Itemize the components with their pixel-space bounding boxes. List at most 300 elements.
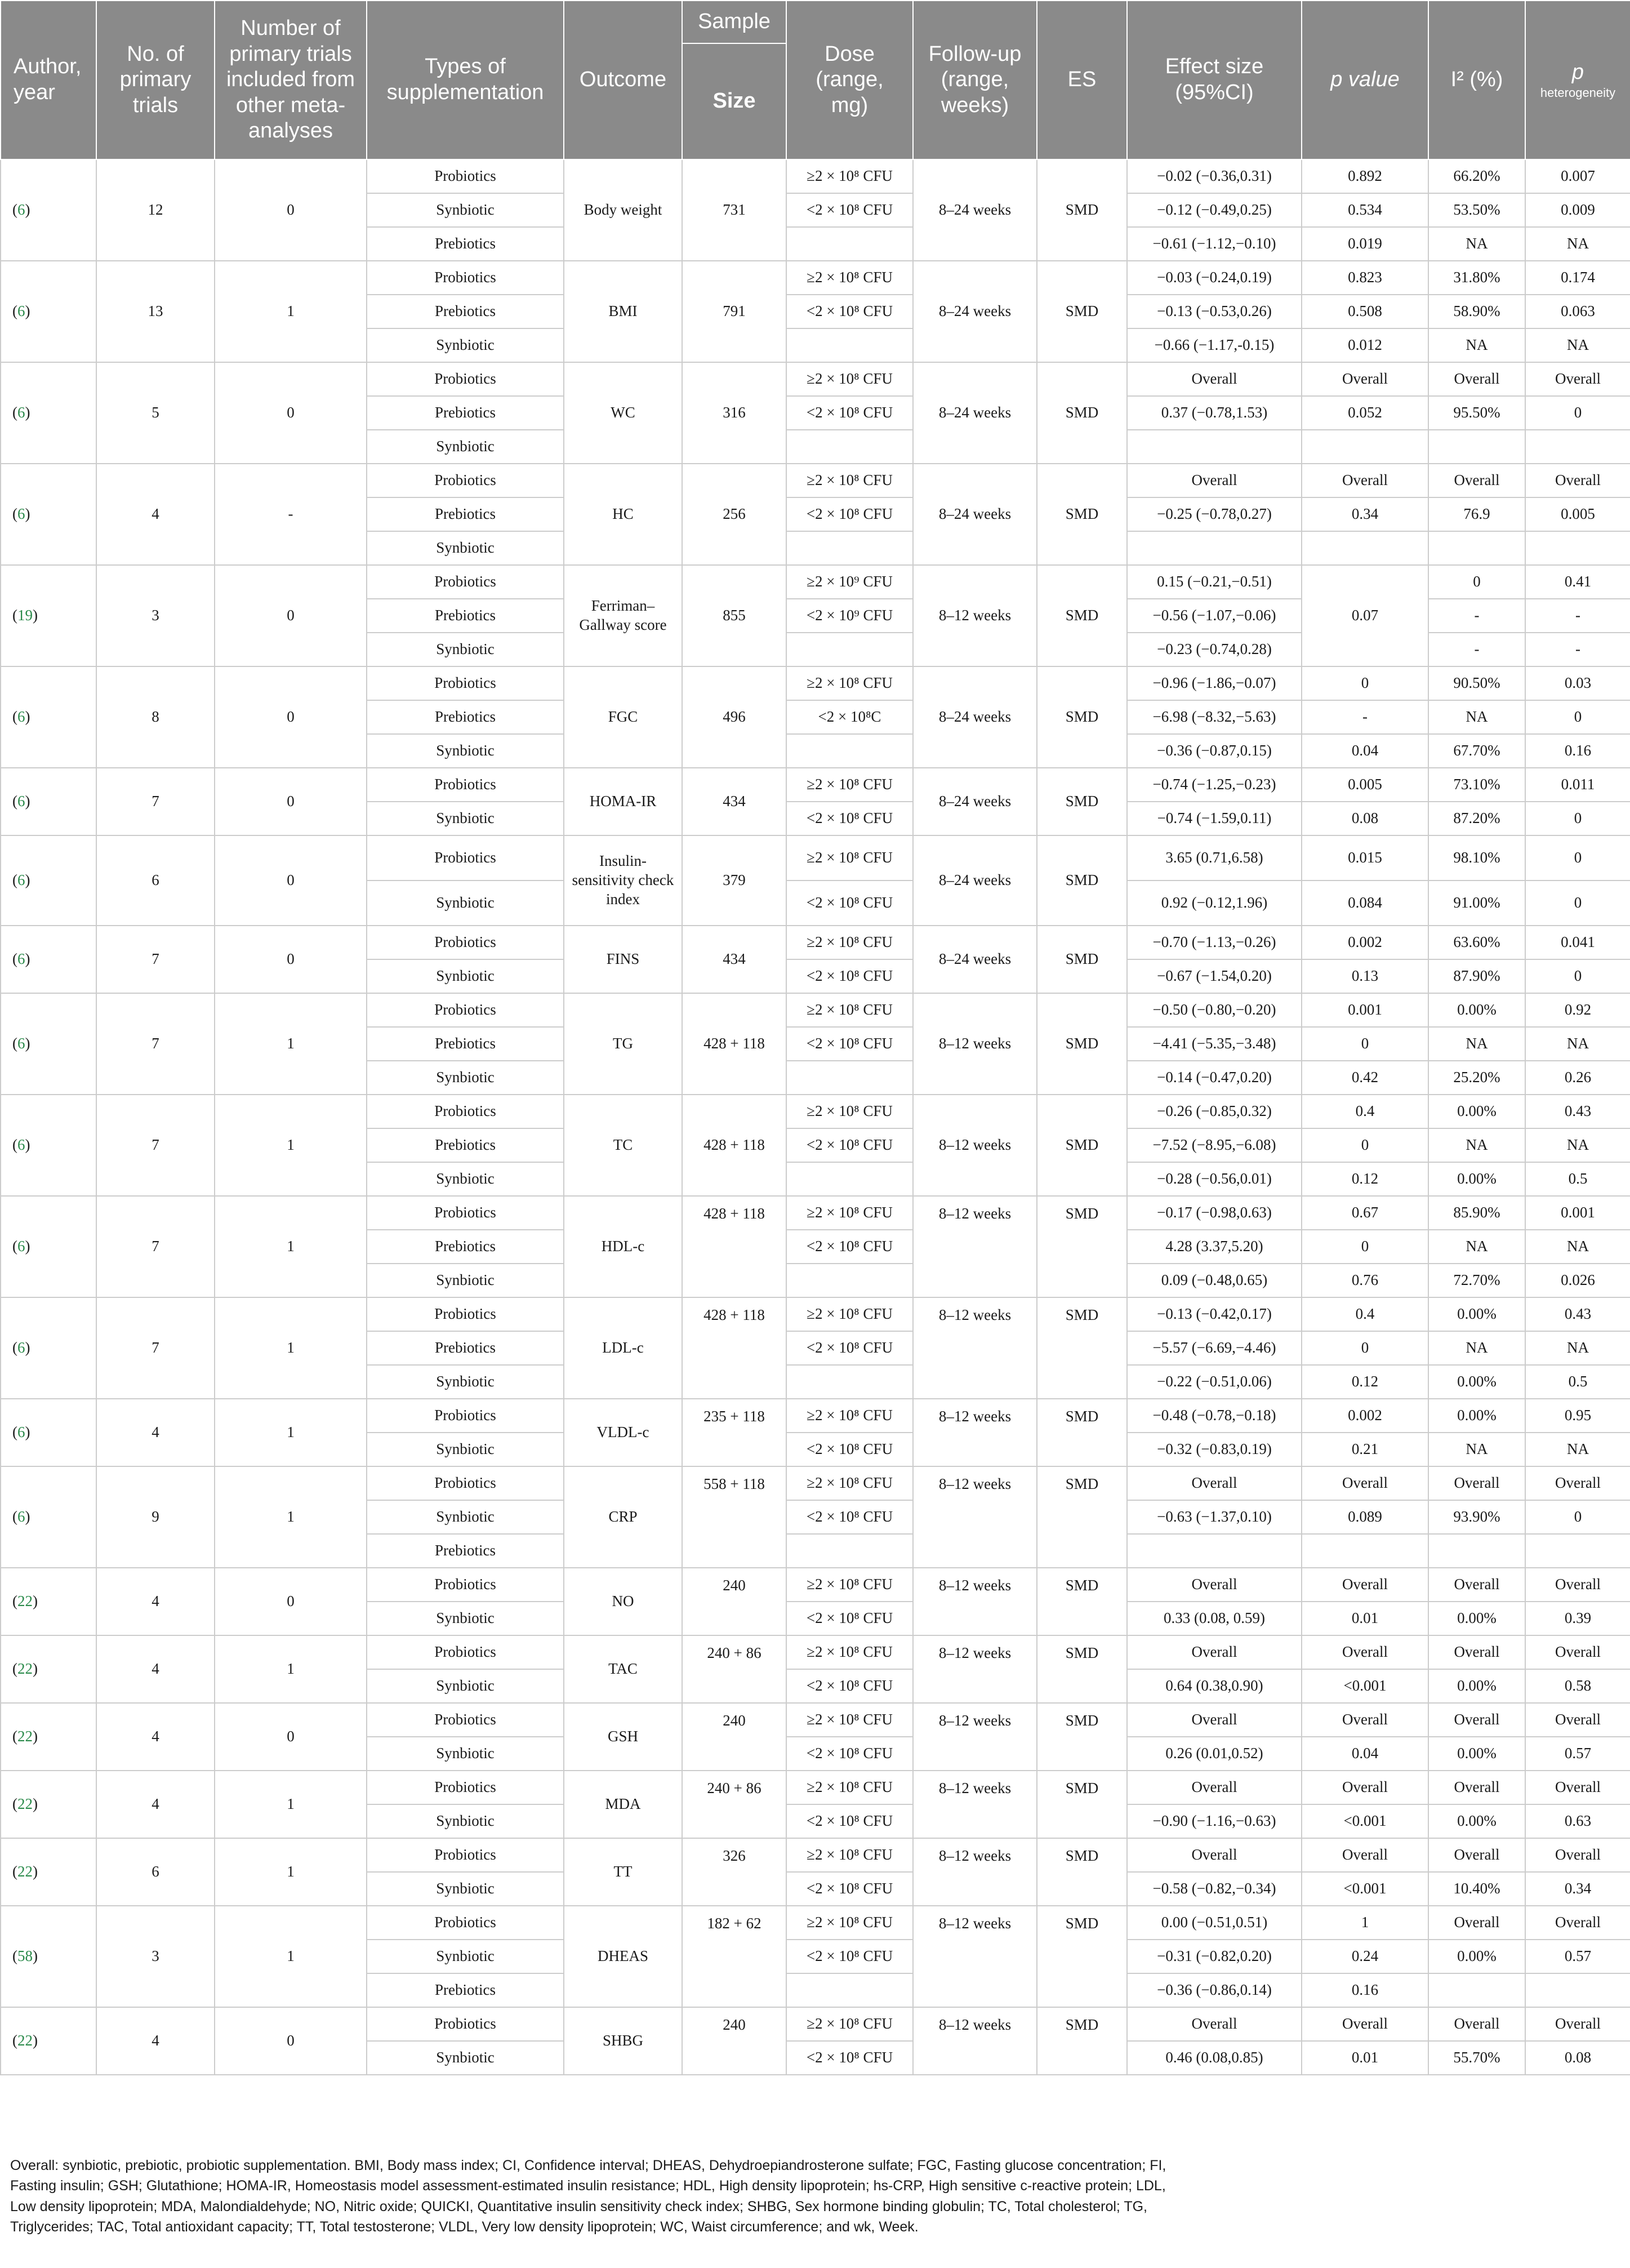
outcome-name: MDA [564,1771,682,1838]
p-value: 0.089 [1302,1500,1428,1534]
table-body [1,159,1630,2075]
i-squared: - [1428,599,1525,633]
reference-link[interactable]: 6 [17,1424,25,1441]
header-types: Types of supplementation [367,1,564,159]
author-ref: (22) [1,1703,96,1771]
dose-range: ≥2 × 10⁸ CFU [786,1466,913,1500]
p-heterogeneity: Overall [1525,1703,1630,1737]
p-heterogeneity: Overall [1525,1466,1630,1500]
p-value [1302,1534,1428,1568]
supplement-type: Synbiotic [367,1365,564,1399]
supplement-type: Probiotics [367,666,564,700]
table-row [1,1635,1630,1669]
dose-range [786,227,913,261]
dose-range: ≥2 × 10⁹ CFU [786,565,913,599]
effect-size-ci: −0.36 (−0.87,0.15) [1127,734,1302,768]
dose-range: ≥2 × 10⁸ CFU [786,1906,913,1940]
followup-range: 8–12 weeks [913,1297,1037,1399]
outcome-name: Insulin-sensitivity check index [564,835,682,926]
supplement-type: Prebiotics [367,599,564,633]
followup-range: 8–12 weeks [913,2007,1037,2075]
p-heterogeneity: NA [1525,328,1630,362]
table-row [1,159,1630,193]
reference-link[interactable]: 22 [17,1728,33,1745]
effect-size-ci: Overall [1127,1838,1302,1872]
supplement-type: Synbiotic [367,734,564,768]
supplement-type: Probiotics [367,2007,564,2041]
supplement-type: Synbiotic [367,1433,564,1466]
reference-link[interactable]: 6 [17,793,25,810]
p-heterogeneity: 0.026 [1525,1264,1630,1297]
supplement-type: Probiotics [367,261,564,295]
supplement-type: Synbiotic [367,880,564,926]
i-squared: 98.10% [1428,835,1525,880]
followup-range: 8–12 weeks [913,1196,1037,1297]
outcome-name: BMI [564,261,682,362]
p-value: 0 [1302,666,1428,700]
p-value: 0.34 [1302,497,1428,531]
p-heterogeneity: 0 [1525,835,1630,880]
effect-size-type: SMD [1037,1466,1127,1568]
author-ref: (6) [1,1466,96,1568]
reference-link[interactable]: 6 [17,303,25,320]
included-count: 1 [215,1838,367,1906]
author-ref: (22) [1,1838,96,1906]
table-row [1,926,1630,959]
trials-count: 4 [96,1635,215,1703]
outcome-name: GSH [564,1703,682,1771]
p-value: 0.4 [1302,1095,1428,1128]
dose-range: ≥2 × 10⁸ CFU [786,1297,913,1331]
sample-size: 256 [682,464,786,565]
reference-link[interactable]: 6 [17,201,25,219]
p-value [1302,531,1428,565]
i-squared: 0 [1428,565,1525,599]
effect-size-ci: −0.22 (−0.51,0.06) [1127,1365,1302,1399]
sample-size: 731 [682,159,786,261]
sample-size: 428 + 118 [682,993,786,1095]
footnote-line: Overall: synbiotic, prebiotic, probiotic supplementation. BMI, Body mass index; CI, Confidence interval; DHEAS, Dehydroepiandrosterone sulfate; FGC, Fasting glucose concentration; FI, [10,2158,1166,2173]
included-count: 1 [215,993,367,1095]
dose-range: ≥2 × 10⁸ CFU [786,1838,913,1872]
p-value: 0 [1302,1230,1428,1264]
p-heterogeneity: 0.16 [1525,734,1630,768]
dose-range [786,734,913,768]
trials-count: 5 [96,362,215,464]
effect-size-ci: −0.28 (−0.56,0.01) [1127,1162,1302,1196]
included-count: 0 [215,565,367,666]
reference-link[interactable]: 6 [17,871,25,889]
effect-size-ci: −0.61 (−1.12,−0.10) [1127,227,1302,261]
effect-size-type: SMD [1037,1703,1127,1771]
followup-range: 8–12 weeks [913,993,1037,1095]
author-ref: (6) [1,362,96,464]
p-heterogeneity: NA [1525,1230,1630,1264]
supplement-type: Synbiotic [367,802,564,835]
trials-count: 7 [96,1297,215,1399]
included-count: 0 [215,926,367,993]
header-size: Size [682,43,786,159]
dose-range [786,1162,913,1196]
p-heterogeneity: NA [1525,1331,1630,1365]
author-ref: (6) [1,159,96,261]
p-heterogeneity: 0.174 [1525,261,1630,295]
p-value: 0.508 [1302,295,1428,328]
p-value: 0.12 [1302,1162,1428,1196]
sample-size: 240 [682,1703,786,1771]
dose-range: <2 × 10⁸ CFU [786,193,913,227]
included-count: 1 [215,261,367,362]
i-squared: NA [1428,1331,1525,1365]
table-row [1,993,1630,1027]
supplement-type: Probiotics [367,1906,564,1940]
dose-range [786,633,913,666]
trials-count: 6 [96,1838,215,1906]
i-squared: NA [1428,1128,1525,1162]
author-ref: (6) [1,1399,96,1466]
i-squared: 93.90% [1428,1500,1525,1534]
p-value: 0.01 [1302,2041,1428,2075]
supplement-type: Prebiotics [367,295,564,328]
p-heterogeneity: 0.001 [1525,1196,1630,1230]
followup-range: 8–12 weeks [913,1838,1037,1906]
supplement-type: Prebiotics [367,1128,564,1162]
effect-size-ci: 0.37 (−0.78,1.53) [1127,396,1302,430]
outcome-name: TC [564,1095,682,1196]
p-heterogeneity: - [1525,633,1630,666]
effect-size-type: SMD [1037,159,1127,261]
dose-range: ≥2 × 10⁸ CFU [786,666,913,700]
dose-range [786,1061,913,1095]
reference-link[interactable]: 19 [17,607,33,624]
i-squared: Overall [1428,1771,1525,1804]
dose-range: ≥2 × 10⁸ CFU [786,464,913,497]
effect-size-ci: Overall [1127,1703,1302,1737]
dose-range: <2 × 10⁸ CFU [786,1331,913,1365]
p-value: 0.002 [1302,1399,1428,1433]
effect-size-ci: −0.26 (−0.85,0.32) [1127,1095,1302,1128]
p-heterogeneity: Overall [1525,2007,1630,2041]
p-heterogeneity: Overall [1525,1568,1630,1602]
trials-count: 7 [96,993,215,1095]
effect-size-type: SMD [1037,1906,1127,2007]
effect-size-ci: −0.12 (−0.49,0.25) [1127,193,1302,227]
table-footnote [10,2155,1610,2237]
dose-range: <2 × 10⁸ CFU [786,959,913,993]
p-heterogeneity: 0.57 [1525,1940,1630,1973]
supplement-type: Prebiotics [367,497,564,531]
p-heterogeneity: Overall [1525,464,1630,497]
effect-size-type: SMD [1037,1095,1127,1196]
effect-size-ci: −0.56 (−1.07,−0.06) [1127,599,1302,633]
supplement-type: Synbiotic [367,1669,564,1703]
supplement-type: Prebiotics [367,1534,564,1568]
supplement-type: Probiotics [367,464,564,497]
i-squared: 58.90% [1428,295,1525,328]
effect-size-type: SMD [1037,1838,1127,1906]
author-ref: (6) [1,1196,96,1297]
supplement-type: Probiotics [367,1095,564,1128]
table-row [1,362,1630,396]
reference-link[interactable]: 22 [17,1660,33,1678]
sample-size: 240 + 86 [682,1771,786,1838]
p-value: 1 [1302,1906,1428,1940]
sample-size: 316 [682,362,786,464]
included-count: 0 [215,2007,367,2075]
included-count: 1 [215,1771,367,1838]
supplement-type: Probiotics [367,1703,564,1737]
reference-link[interactable]: 6 [17,1035,25,1052]
included-count: 1 [215,1399,367,1466]
p-heterogeneity: 0.92 [1525,993,1630,1027]
p-heterogeneity [1525,430,1630,464]
reference-link[interactable]: 6 [17,505,25,523]
outcome-name: Ferriman– Gallway score [564,565,682,666]
supplement-type: Probiotics [367,362,564,396]
reference-link[interactable]: 6 [17,708,25,726]
author-ref: (22) [1,1771,96,1838]
effect-size-ci: 0.33 (0.08, 0.59) [1127,1602,1302,1635]
dose-range: ≥2 × 10⁸ CFU [786,835,913,880]
i-squared: 73.10% [1428,768,1525,802]
i-squared: NA [1428,328,1525,362]
p-value: 0.002 [1302,926,1428,959]
outcome-name: FINS [564,926,682,993]
i-squared: 25.20% [1428,1061,1525,1095]
table-row [1,768,1630,802]
sample-size: 434 [682,926,786,993]
supplement-type: Synbiotic [367,1061,564,1095]
effect-size-type: SMD [1037,464,1127,565]
included-count: - [215,464,367,565]
sample-size: 326 [682,1838,786,1906]
supplement-type: Prebiotics [367,1027,564,1061]
i-squared: 55.70% [1428,2041,1525,2075]
reference-link[interactable]: 22 [17,1863,33,1880]
effect-size-ci: −0.17 (−0.98,0.63) [1127,1196,1302,1230]
effect-size-type: SMD [1037,1196,1127,1297]
reference-link[interactable]: 22 [17,1795,33,1813]
table-row [1,565,1630,599]
author-ref: (6) [1,835,96,926]
supplement-type: Synbiotic [367,1500,564,1534]
i-squared: NA [1428,1027,1525,1061]
p-value: 0.01 [1302,1602,1428,1635]
supplement-type: Prebiotics [367,396,564,430]
trials-count: 12 [96,159,215,261]
sample-size: 379 [682,835,786,926]
author-ref: (22) [1,2007,96,2075]
p-value: 0.005 [1302,768,1428,802]
header-followup: Follow-up (range, weeks) [913,1,1037,159]
supplement-type: Synbiotic [367,633,564,666]
table-header [1,1,1630,159]
outcome-name: Body weight [564,159,682,261]
reference-link[interactable]: 6 [17,1238,25,1255]
reference-link[interactable]: 58 [17,1947,33,1965]
i-squared: Overall [1428,362,1525,396]
reference-link[interactable]: 6 [17,404,25,421]
followup-range: 8–12 weeks [913,1703,1037,1771]
p-heterogeneity: 0 [1525,396,1630,430]
author-ref: (6) [1,1297,96,1399]
included-count: 1 [215,1297,367,1399]
table-row [1,1196,1630,1230]
table-row [1,835,1630,880]
effect-size-ci: −0.31 (−0.82,0.20) [1127,1940,1302,1973]
i-squared: 0.00% [1428,1602,1525,1635]
reference-link[interactable]: 22 [17,2032,33,2049]
effect-size-ci: 0.46 (0.08,0.85) [1127,2041,1302,2075]
effect-size-type: SMD [1037,835,1127,926]
p-value: 0.4 [1302,1297,1428,1331]
p-heterogeneity: 0.43 [1525,1095,1630,1128]
p-heterogeneity [1525,531,1630,565]
effect-size-ci: Overall [1127,1568,1302,1602]
table-row [1,1568,1630,1602]
trials-count: 4 [96,1568,215,1635]
reference-link[interactable]: 6 [17,1508,25,1526]
outcome-name: FGC [564,666,682,768]
sample-size: 240 + 86 [682,1635,786,1703]
p-value: 0.001 [1302,993,1428,1027]
p-heterogeneity: 0 [1525,700,1630,734]
sample-size: 235 + 118 [682,1399,786,1466]
supplement-type: Prebiotics [367,700,564,734]
p-heterogeneity: NA [1525,227,1630,261]
i-squared [1428,430,1525,464]
p-heterogeneity: Overall [1525,1838,1630,1872]
p-heterogeneity: 0.08 [1525,2041,1630,2075]
reference-link[interactable]: 22 [17,1593,33,1610]
effect-size-ci: −0.36 (−0.86,0.14) [1127,1973,1302,2007]
p-value: Overall [1302,2007,1428,2041]
supplement-type: Synbiotic [367,2041,564,2075]
reference-link[interactable]: 6 [17,1136,25,1154]
dose-range: <2 × 10⁸ CFU [786,396,913,430]
p-value: 0.015 [1302,835,1428,880]
supplement-type: Synbiotic [367,1737,564,1771]
i-squared [1428,1973,1525,2007]
dose-range: <2 × 10⁸ CFU [786,1433,913,1466]
followup-range: 8–24 weeks [913,464,1037,565]
supplement-type: Prebiotics [367,1331,564,1365]
effect-size-ci: Overall [1127,362,1302,396]
supplement-type: Probiotics [367,565,564,599]
header-pvalue: p value [1302,1,1428,159]
effect-size-type: SMD [1037,768,1127,835]
i-squared: 0.00% [1428,1399,1525,1433]
p-value: Overall [1302,1838,1428,1872]
effect-size-ci: −0.14 (−0.47,0.20) [1127,1061,1302,1095]
p-heterogeneity: 0.009 [1525,193,1630,227]
followup-range: 8–24 weeks [913,835,1037,926]
supplement-type: Probiotics [367,993,564,1027]
table-row [1,1399,1630,1433]
effect-size-ci: −0.58 (−0.82,−0.34) [1127,1872,1302,1906]
supplement-type: Synbiotic [367,1602,564,1635]
p-heterogeneity: 0.5 [1525,1162,1630,1196]
followup-range: 8–12 weeks [913,1466,1037,1568]
followup-range: 8–12 weeks [913,565,1037,666]
i-squared: NA [1428,227,1525,261]
dose-range: <2 × 10⁸ CFU [786,1500,913,1534]
included-count: 1 [215,1906,367,2007]
i-squared: 90.50% [1428,666,1525,700]
effect-size-ci: Overall [1127,2007,1302,2041]
header-included: Number of primary trials included from other meta-analyses [215,1,367,159]
p-value: 0.04 [1302,1737,1428,1771]
outcome-name: WC [564,362,682,464]
supplement-type: Probiotics [367,1568,564,1602]
effect-size-ci: −0.74 (−1.25,−0.23) [1127,768,1302,802]
effect-size-ci: −0.02 (−0.36,0.31) [1127,159,1302,193]
header-sample: Sample [682,1,786,43]
effect-size-ci: 0.64 (0.38,0.90) [1127,1669,1302,1703]
trials-count: 7 [96,926,215,993]
p-value: 0.16 [1302,1973,1428,2007]
sample-size: 240 [682,2007,786,2075]
followup-range: 8–24 weeks [913,261,1037,362]
dose-range: ≥2 × 10⁸ CFU [786,1095,913,1128]
p-heterogeneity: - [1525,599,1630,633]
dose-range [786,1534,913,1568]
supplement-type: Synbiotic [367,328,564,362]
dose-range: <2 × 10⁸ CFU [786,1602,913,1635]
effect-size-ci [1127,531,1302,565]
p-heterogeneity: Overall [1525,1906,1630,1940]
i-squared: Overall [1428,1466,1525,1500]
i-squared: 0.00% [1428,1940,1525,1973]
outcome-name: NO [564,1568,682,1635]
effect-size-ci: −5.57 (−6.69,−4.46) [1127,1331,1302,1365]
p-heterogeneity: 0.34 [1525,1872,1630,1906]
p-value: 0 [1302,1027,1428,1061]
p-heterogeneity: 0.5 [1525,1365,1630,1399]
trials-count: 7 [96,1196,215,1297]
i-squared: Overall [1428,1568,1525,1602]
supplement-type: Synbiotic [367,531,564,565]
reference-link[interactable]: 6 [17,950,25,968]
p-value: Overall [1302,1703,1428,1737]
table-row [1,261,1630,295]
p-heterogeneity: 0.41 [1525,565,1630,599]
p-heterogeneity: 0.03 [1525,666,1630,700]
footnote-line: Fasting insulin; GSH; Glutathione; HOMA-IR, Homeostasis model assessment-estimated insulin resistance; HDL, High density lipoprotein; hs-CRP, High sensitive c-reactive protein; LDL, [10,2178,1166,2194]
outcome-name: TT [564,1838,682,1906]
outcome-name: VLDL-c [564,1399,682,1466]
followup-range: 8–24 weeks [913,666,1037,768]
table-row [1,2007,1630,2041]
supplement-type: Probiotics [367,1635,564,1669]
trials-count: 7 [96,1095,215,1196]
effect-size-ci: −0.03 (−0.24,0.19) [1127,261,1302,295]
supplement-type: Probiotics [367,1297,564,1331]
trials-count: 6 [96,835,215,926]
p-heterogeneity: 0.39 [1525,1602,1630,1635]
p-value: 0.67 [1302,1196,1428,1230]
effect-size-ci: −0.25 (−0.78,0.27) [1127,497,1302,531]
effect-size-ci: 0.09 (−0.48,0.65) [1127,1264,1302,1297]
supplement-type: Synbiotic [367,959,564,993]
reference-link[interactable]: 6 [17,1339,25,1357]
dose-range: ≥2 × 10⁸ CFU [786,1399,913,1433]
effect-size-ci: −0.13 (−0.53,0.26) [1127,295,1302,328]
i-squared: - [1428,633,1525,666]
header-trials: No. of primary trials [96,1,215,159]
author-ref: (22) [1,1635,96,1703]
i-squared: Overall [1428,1703,1525,1737]
